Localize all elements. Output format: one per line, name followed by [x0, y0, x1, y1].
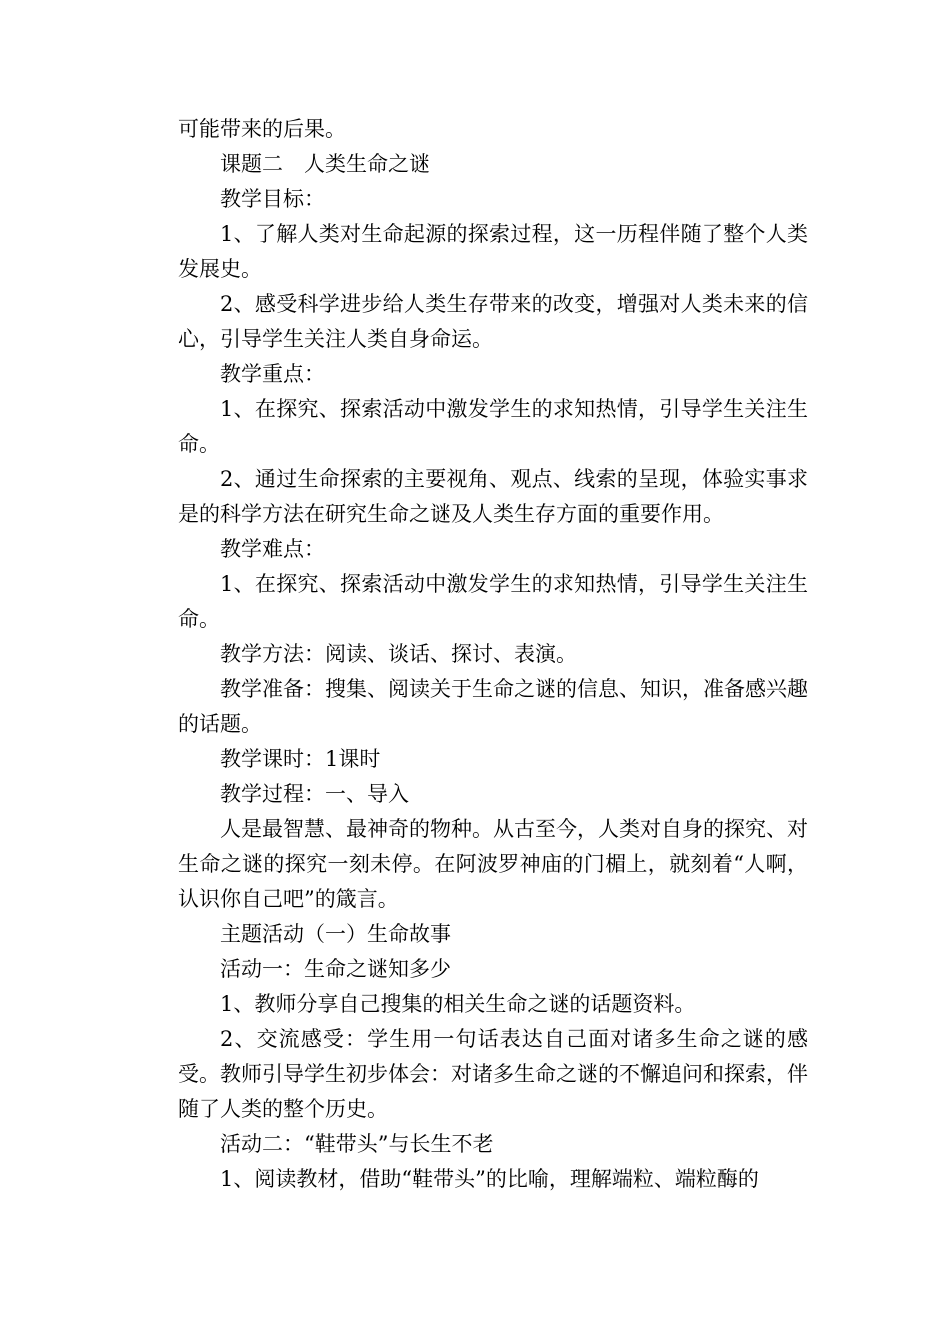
paragraph: 1、在探究、探索活动中激发学生的求知热情，引导学生关注生命。: [178, 397, 808, 456]
section-heading: 教学目标：: [220, 187, 325, 211]
paragraph: 1、在探究、探索活动中激发学生的求知热情，引导学生关注生命。: [178, 572, 808, 631]
lesson-title: 课题二 人类生命之谜: [220, 152, 430, 176]
paragraph: 2、通过生命探索的主要视角、观点、线索的呈现，体验实事求是的科学方法在研究生命之谜及人类生存方面的重要作用。: [178, 467, 808, 526]
section-heading: 教学重点：: [220, 362, 325, 386]
paragraph: 教学准备：搜集、阅读关于生命之谜的信息、知识，准备感兴趣的话题。: [178, 677, 808, 736]
paragraph: 人是最智慧、最神奇的物种。从古至今，人类对自身的探究、对生命之谜的探究一刻未停。在阿波罗神庙的门楣上，就刻着“人啊，认识你自己吧”的箴言。: [178, 817, 808, 911]
paragraph: 2、感受科学进步给人类生存带来的改变，增强对人类未来的信心，引导学生关注人类自身命运。: [178, 292, 808, 351]
paragraph: 1、了解人类对生命起源的探索过程，这一历程伴随了整个人类发展史。: [178, 222, 808, 281]
section-heading: 活动二：“鞋带头”与长生不老: [220, 1132, 494, 1156]
document-body: [178, 112, 808, 1197]
paragraph: 教学方法：阅读、谈话、探讨、表演。: [220, 642, 577, 666]
section-heading: 主题活动（一）生命故事: [220, 922, 451, 946]
paragraph: 1、教师分享自己搜集的相关生命之谜的话题资料。: [220, 992, 696, 1016]
section-heading: 教学难点：: [220, 537, 325, 561]
paragraph: 教学过程：一、导入: [220, 782, 409, 806]
paragraph: 1、阅读教材，借助“鞋带头”的比喻，理解端粒、端粒酶的: [220, 1167, 759, 1191]
section-heading: 活动一：生命之谜知多少: [220, 957, 451, 981]
paragraph: 2、交流感受：学生用一句话表达自己面对诸多生命之谜的感受。教师引导学生初步体会：对诸多生命之谜的不懈追问和探索，伴随了人类的整个历史。: [178, 1027, 808, 1121]
paragraph: 教学课时：1课时: [220, 747, 381, 771]
paragraph: 可能带来的后果。: [178, 117, 346, 141]
